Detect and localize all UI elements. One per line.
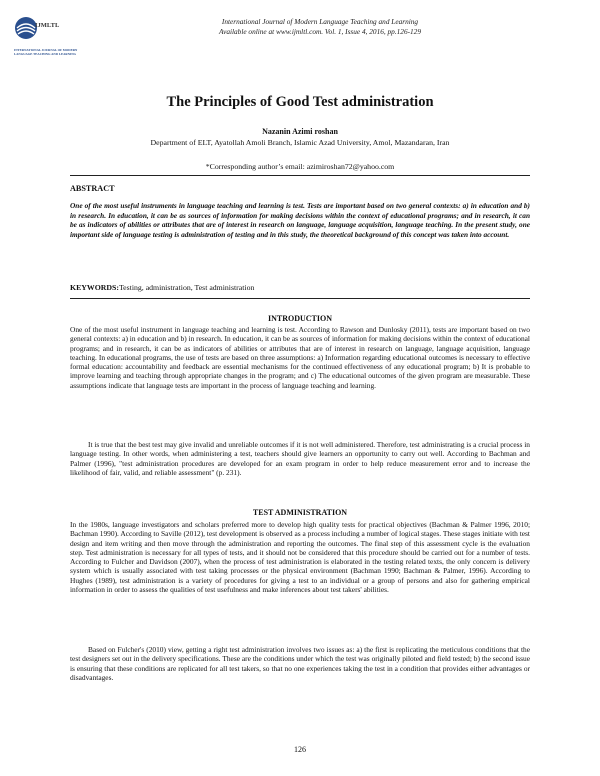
section-heading-introduction: INTRODUCTION bbox=[267, 314, 332, 323]
keywords bbox=[70, 283, 254, 292]
intro-paragraph-1: One of the most useful instrument in language teaching and learning is test. According to Rawson and Dunlosky (2011), tests are important based on two general contexts: a) in education and b) in research. In education, it can be as sources of information for making decisions within the context of educational programs; and in research, it can be as indicators of abilities or attributes that are of interest in research on language, language acquisition, language teaching. In educational programs, the use of tests are based on three assumptions: a) Information regarding educational outcomes is necessary to effective formal education: accountability and feedback are essential mechanisms for the continued effectiveness of any educational program; b) It is probable to improve learning and teaching through appropriate changes in the program; and c) The educational outcomes of the given program are measurable. These assumptions indicate that language tests are important in the process of language teaching and learning. bbox=[70, 325, 530, 390]
logo-tagline: INTERNATIONAL JOURNAL OF MODERN LANGUAGE TEACHING AND LEARNING bbox=[14, 48, 78, 56]
section-heading-test-administration: TEST ADMINISTRATION bbox=[252, 508, 348, 517]
keywords-list: Testing, administration, Test administration bbox=[118, 283, 255, 292]
author-affiliation: Department of ELT, Ayatollah Amoli Branch, Islamic Azad University, Amol, Mazandaran, Iran bbox=[150, 138, 450, 147]
divider-bottom bbox=[70, 298, 530, 299]
abstract-text: One of the most useful instruments in language teaching and learning is test. Tests are important based on two general contexts: a) in education and b) in research. In education, it can be as sources of information for making decisions within the context of educational programs; and in research, it can be as indicators of abilities or attributes that are of interest in research on language, language acquisition, language teaching. In the present study, one important side of language testing is administration of testing and in this study, the theoretical background of this concept was taken into account. bbox=[70, 201, 530, 240]
journal-name: International Journal of Modern Language Teaching and Learning bbox=[221, 17, 419, 26]
logo-name: IJMLTL bbox=[35, 22, 60, 29]
test-admin-paragraph-1: In the 1980s, language investigators and scholars preferred more to develop high quality tests for practical objectives (Bachman & Palmer 1996, 2010; Bachman 1990). According to Saville (2012), test development is observed as a process including a number of logical stages. These stages initiate with test design and item writing and then move through the administration and reporting the outcomes. The final step of this assessment cycle is the evaluation step. Test administration is necessary for all types of tests, and it should not be considered that this procedure should be carried out for a number of tests. According to Fulcher and Davidson (2007), when the process of test administration is elaborated in the testing related texts, the only concern is delivery system which is usually associated with test taking processes or the physical environment (Bachman 1990; Bachman & Palmer, 1996). According to Hughes (1989), test administration is a variety of procedures for giving a test to an individual or a group of persons and also for gathering empirical information in order to assess the qualities of test usefulness and make inferences about test takers' abilities. bbox=[70, 520, 530, 595]
keywords-label: KEYWORDS: bbox=[70, 283, 119, 292]
test-admin-paragraph-2: Based on Fulcher's (2010) view, getting a right test administration involves two issues as: a) the first is replicating the meticulous conditions that the test designers set out in the delivery specifications. These are the conditions under which the test was originally piloted and field tested; b) the second issue is ensuring that these conditions are replicated for all test takers, so that no one experiences taking the test in a condition that provides either advantages or disadvantages. bbox=[70, 645, 530, 682]
journal-citation: Available online at www.ijmltl.com. Vol. 1, Issue 4, 2016, pp.126-129 bbox=[219, 27, 421, 36]
page-number: 126 bbox=[294, 745, 306, 754]
intro-paragraph-2: It is true that the best test may give invalid and unreliable outcomes if it is not well administered. Therefore, test administrating is a crucial process in language testing. In other words, when administering a test, teachers should give learners an opportunity to carry out well. According to Bachman and Palmer (1996), "test administration procedures are developed for an exam program in order to help reduce measurement error and to increase the likelihood of fair, valid, and reliable assessment" (p. 231). bbox=[70, 440, 530, 477]
author-name: Nazanin Azimi roshan bbox=[262, 127, 338, 136]
journal-header bbox=[150, 17, 490, 37]
divider-top bbox=[70, 175, 530, 176]
abstract-heading: ABSTRACT bbox=[70, 184, 115, 193]
corresponding-email: *Corresponding author’s email: azimiroshan72@yahoo.com bbox=[205, 162, 395, 171]
article-title: The Principles of Good Test administration bbox=[166, 94, 434, 110]
